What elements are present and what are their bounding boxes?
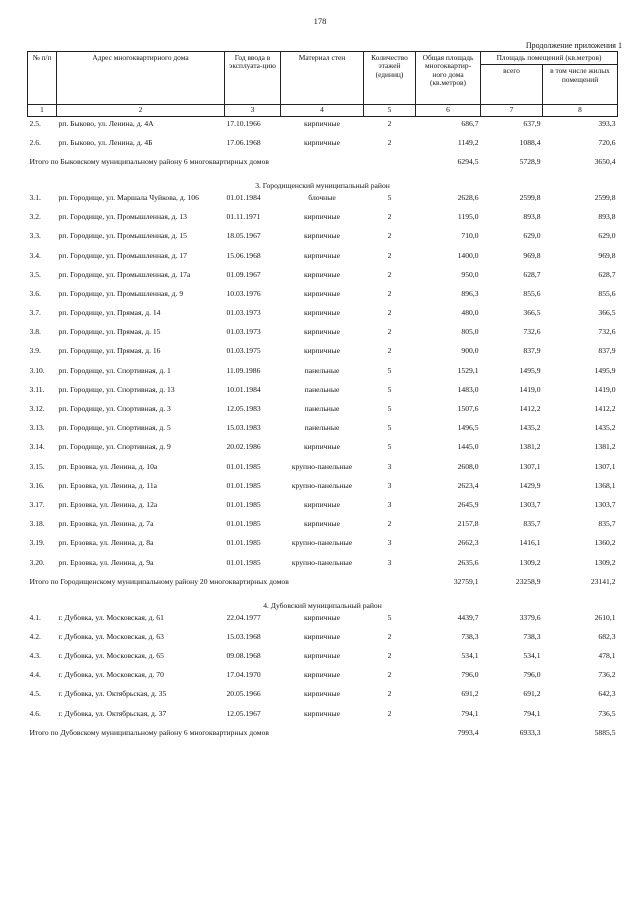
row-number: 3.1. (29, 193, 41, 202)
row-premises-living: 1412,2 (594, 405, 616, 413)
row-number: 3.10. (29, 366, 45, 375)
section-title: 3. Городищенский муниципальный район (255, 181, 390, 190)
column-number: 5 (364, 105, 416, 116)
row-premises-living: 1435,2 (594, 424, 616, 433)
table-header (28, 52, 618, 117)
row-address: рп. Городище, ул. Спортивная, д. 1 (58, 366, 171, 375)
row-address: рп. Городище, ул. Прямая, д. 14 (58, 309, 161, 318)
row-year: 12.05.1967 (226, 709, 261, 718)
row-floors: 3 (387, 500, 392, 509)
row-number: 4.1. (29, 613, 41, 622)
section-title-row (28, 602, 618, 614)
row-floors: 5 (387, 405, 392, 413)
row-floors: 2 (387, 709, 392, 718)
row-address: рп. Городище, ул. Спортивная, д. 3 (58, 405, 171, 413)
row-premises-living: 629,0 (598, 232, 616, 241)
column-number: 4 (281, 105, 364, 116)
row-year: 09.08.1968 (226, 652, 261, 661)
group-total-premises-living: 3650,4 (594, 157, 616, 166)
row-premises-living: 682,3 (598, 632, 616, 641)
row-number: 3.19. (29, 539, 45, 548)
row-address: рп. Ерзовка, ул. Ленина, д. 7а (58, 520, 154, 529)
row-premises-living: 835,7 (598, 520, 616, 529)
group-total-premises-living: 5885,5 (594, 728, 616, 737)
row-number: 3.2. (29, 213, 41, 222)
group-total-premises-all: 6933,3 (519, 728, 541, 737)
row-material: кирпичные (303, 520, 341, 529)
row-premises-living: 855,6 (598, 289, 616, 298)
row-premises-living: 1495,9 (594, 366, 616, 375)
row-year: 20.05.1966 (226, 690, 261, 699)
row-year: 20.02.1986 (226, 443, 261, 452)
table-row (28, 139, 618, 158)
row-floors: 2 (387, 632, 392, 641)
row-floors: 2 (387, 270, 392, 279)
group-total-label: Итого по Быковскому муниципальному району 6 многоквартирных домов (29, 157, 269, 166)
row-floors: 3 (387, 481, 392, 490)
row-total-area: 1529,1 (457, 366, 479, 375)
group-total-row (28, 729, 618, 753)
row-address: г. Дубовка, ул. Московская, д. 61 (58, 613, 164, 622)
row-year: 12.05.1983 (226, 405, 261, 413)
row-number: 3.9. (29, 347, 41, 356)
group-total-area: 7993,4 (457, 728, 479, 737)
row-material: крупно-панельные (291, 462, 353, 471)
table-row (28, 290, 618, 309)
row-premises-all: 534,1 (523, 652, 541, 661)
row-address: рп. Ерзовка, ул. Ленина, д. 9а (58, 558, 154, 567)
row-address: г. Дубовка, ул. Октябрьская, д. 37 (58, 709, 167, 718)
row-material: кирпичные (303, 709, 341, 718)
row-address: г. Дубовка, ул. Московская, д. 65 (58, 652, 164, 661)
row-floors: 2 (387, 347, 392, 356)
group-total-area: 32759,1 (453, 577, 479, 586)
column-number: 3 (225, 105, 281, 116)
header-premises-living: в том числе жилых помещений (543, 65, 618, 105)
row-material: кирпичные (303, 138, 341, 147)
table-row (28, 405, 618, 424)
row-number: 3.6. (29, 289, 41, 298)
row-number: 4.2. (29, 632, 41, 641)
row-floors: 2 (387, 328, 392, 337)
row-floors: 5 (387, 193, 392, 202)
row-floors: 2 (387, 289, 392, 298)
row-address: рп. Городище, ул. Спортивная, д. 9 (58, 443, 171, 452)
row-premises-all: 738,3 (523, 632, 541, 641)
column-number: 1 (28, 105, 57, 116)
row-total-area: 805,0 (461, 328, 479, 337)
row-number: 3.7. (29, 309, 41, 318)
row-premises-all: 637,9 (523, 119, 541, 128)
group-total-label: Итого по Дубовскому муниципальному району 6 многоквартирных домов (29, 728, 269, 737)
row-address: рп. Городище, ул. Промышленная, д. 13 (58, 213, 187, 222)
row-premises-living: 2610,1 (594, 613, 616, 622)
row-year: 11.09.1986 (226, 366, 261, 375)
table-row (28, 309, 618, 328)
row-material: кирпичные (303, 119, 341, 128)
group-total-label: Итого по Городищенскому муниципальному району 20 многоквартирных домов (29, 577, 289, 586)
row-total-area: 2662,3 (457, 539, 479, 548)
row-address: рп. Городище, ул. Промышленная, д. 15 (58, 232, 187, 241)
column-number: 7 (481, 105, 543, 116)
row-premises-all: 837,9 (523, 347, 541, 356)
row-year: 01.01.1985 (226, 462, 261, 471)
section-title-row (28, 182, 618, 194)
row-total-area: 1496,5 (457, 424, 479, 433)
row-premises-all: 1435,2 (519, 424, 541, 433)
row-premises-living: 1368,1 (594, 481, 616, 490)
row-premises-all: 1303,7 (519, 500, 541, 509)
row-total-area: 794,1 (461, 709, 479, 718)
row-floors: 5 (387, 443, 392, 452)
row-year: 01.01.1985 (226, 481, 261, 490)
row-material: панельные (304, 385, 340, 394)
row-material: панельные (304, 366, 340, 375)
row-total-area: 2623,4 (457, 481, 479, 490)
row-total-area: 1149,2 (457, 138, 479, 147)
row-year: 01.03.1973 (226, 328, 261, 337)
row-address: рп. Ерзовка, ул. Ленина, д. 12а (58, 500, 158, 509)
row-premises-all: 629,0 (523, 232, 541, 241)
row-total-area: 2628,6 (457, 193, 479, 202)
row-address: рп. Городище, ул. Промышленная, д. 17а (58, 270, 191, 279)
table-row (28, 652, 618, 671)
table-row (28, 328, 618, 347)
group-total-premises-all: 5728,9 (519, 157, 541, 166)
table-row (28, 367, 618, 386)
row-address: рп. Городище, ул. Спортивная, д. 5 (58, 424, 171, 433)
group-total-empty (364, 578, 416, 602)
row-total-area: 2157,8 (457, 520, 479, 529)
table-row (28, 213, 618, 232)
table-row (28, 232, 618, 251)
table-row (28, 559, 618, 578)
row-total-area: 1483,0 (457, 385, 479, 394)
row-premises-living: 1307,1 (594, 462, 616, 471)
table-body (28, 116, 618, 753)
column-number: 2 (57, 105, 225, 116)
row-material: кирпичные (303, 632, 341, 641)
group-total-row (28, 578, 618, 602)
row-total-area: 2635,6 (457, 558, 479, 567)
row-premises-all: 1419,0 (519, 385, 541, 394)
column-number: 6 (416, 105, 481, 116)
row-address: рп. Ерзовка, ул. Ленина, д. 11а (58, 481, 157, 490)
table-row (28, 194, 618, 213)
row-address: рп. Городище, ул. Промышленная, д. 9 (58, 289, 184, 298)
header-column-numbers (28, 105, 618, 116)
row-premises-living: 1309,2 (594, 558, 616, 567)
column-number: 8 (543, 105, 618, 116)
row-premises-all: 855,6 (523, 289, 541, 298)
row-premises-all: 1088,4 (519, 138, 541, 147)
row-material: кирпичные (303, 690, 341, 699)
group-total-area: 6294,5 (457, 157, 479, 166)
row-total-area: 896,3 (461, 289, 479, 298)
row-material: крупно-панельные (291, 539, 353, 548)
row-floors: 2 (387, 251, 392, 260)
row-address: г. Дубовка, ул. Октябрьская, д. 35 (58, 690, 167, 699)
row-floors: 5 (387, 613, 392, 622)
row-year: 10.03.1976 (226, 289, 261, 298)
row-address: рп. Городище, ул. Промышленная, д. 17 (58, 251, 187, 260)
row-number: 3.16. (29, 481, 45, 490)
row-number: 4.6. (29, 709, 41, 718)
row-premises-living: 366,5 (598, 309, 616, 318)
row-address: г. Дубовка, ул. Московская, д. 70 (58, 671, 164, 680)
row-address: рп. Ерзовка, ул. Ленина, д. 10а (58, 462, 158, 471)
header-material: Материал стен (281, 52, 364, 105)
row-year: 01.11.1971 (226, 213, 261, 222)
row-total-area: 2645,9 (457, 500, 479, 509)
row-year: 15.06.1968 (226, 251, 261, 260)
table-row (28, 633, 618, 652)
row-premises-living: 969,8 (598, 251, 616, 260)
row-number: 3.3. (29, 232, 41, 241)
table-row (28, 386, 618, 405)
row-address: рп. Городище, ул. Спортивная, д. 13 (58, 385, 175, 394)
row-premises-living: 732,6 (598, 328, 616, 337)
row-number: 4.5. (29, 690, 41, 699)
row-year: 15.03.1968 (226, 632, 261, 641)
apartment-buildings-table (27, 51, 618, 753)
row-total-area: 1507,6 (457, 405, 479, 413)
table-row (28, 463, 618, 482)
header-premises-all: всего (481, 65, 543, 105)
table-row (28, 710, 618, 729)
row-number: 3.20. (29, 558, 45, 567)
row-year: 17.10.1966 (226, 119, 261, 128)
header-number: № п/п (28, 52, 57, 105)
row-total-area: 1195,0 (457, 213, 479, 222)
row-year: 17.04.1970 (226, 671, 261, 680)
row-year: 01.03.1973 (226, 309, 261, 318)
row-premises-all: 893,8 (523, 213, 541, 222)
row-premises-all: 1307,1 (519, 462, 541, 471)
row-address: рп. Быково, ул. Ленина, д. 4Б (58, 138, 153, 147)
row-premises-living: 1419,0 (594, 385, 616, 394)
row-number: 3.12. (29, 405, 45, 413)
row-year: 01.01.1984 (226, 193, 261, 202)
row-number: 3.18. (29, 520, 45, 529)
table-row (28, 671, 618, 690)
row-total-area: 2608,0 (457, 462, 479, 471)
row-total-area: 691,2 (461, 690, 479, 699)
table-row (28, 347, 618, 366)
row-year: 22.04.1977 (226, 613, 261, 622)
row-premises-living: 1303,7 (594, 500, 616, 509)
row-premises-living: 837,9 (598, 347, 616, 356)
row-premises-all: 732,6 (523, 328, 541, 337)
row-total-area: 480,0 (461, 309, 479, 318)
header-floors: Количество этажей (единиц) (364, 52, 416, 105)
row-premises-living: 628,7 (598, 270, 616, 279)
row-year: 01.03.1975 (226, 347, 261, 356)
row-material: кирпичные (303, 652, 341, 661)
row-material: кирпичные (303, 232, 341, 241)
row-floors: 2 (387, 520, 392, 529)
header-year: Год ввода в эксплуата-цию (225, 52, 281, 105)
table-row (28, 501, 618, 520)
row-total-area: 4439,7 (457, 613, 479, 622)
row-material: кирпичные (303, 213, 341, 222)
row-number: 3.15. (29, 462, 45, 471)
row-premises-all: 1416,1 (519, 539, 541, 548)
row-number: 3.17. (29, 500, 45, 509)
row-premises-all: 1309,2 (519, 558, 541, 567)
row-premises-living: 736,2 (598, 671, 616, 680)
row-premises-living: 720,6 (598, 138, 616, 147)
page-number: 178 (313, 16, 327, 26)
row-material: панельные (304, 405, 340, 413)
group-total-empty (364, 158, 416, 182)
row-floors: 2 (387, 119, 392, 128)
row-address: рп. Городище, ул. Прямая, д. 16 (58, 347, 161, 356)
table-row (28, 482, 618, 501)
row-material: блочные (308, 193, 336, 202)
row-number: 3.11. (29, 385, 45, 394)
row-number: 2.5. (29, 119, 41, 128)
row-total-area: 796,0 (461, 671, 479, 680)
row-material: кирпичные (303, 613, 341, 622)
group-total-premises-all: 23258,9 (515, 577, 541, 586)
row-number: 4.4. (29, 671, 41, 680)
row-premises-all: 835,7 (523, 520, 541, 529)
row-material: кирпичные (303, 309, 341, 318)
row-year: 01.01.1985 (226, 539, 261, 548)
row-number: 3.14. (29, 443, 45, 452)
row-premises-living: 642,3 (598, 690, 616, 699)
row-material: кирпичные (303, 270, 341, 279)
row-total-area: 900,0 (461, 347, 479, 356)
row-premises-all: 366,5 (523, 309, 541, 318)
row-floors: 3 (387, 539, 392, 548)
row-material: крупно-панельные (291, 558, 353, 567)
row-total-area: 710,0 (461, 232, 479, 241)
row-premises-all: 796,0 (523, 671, 541, 680)
row-material: кирпичные (303, 251, 341, 260)
row-premises-living: 393,3 (598, 119, 616, 128)
table-row (28, 271, 618, 290)
row-address: рп. Городище, ул. Маршала Чуйкова, д. 106 (58, 193, 199, 202)
table-row (28, 443, 618, 462)
row-year: 01.01.1985 (226, 558, 261, 567)
row-material: кирпичные (303, 443, 341, 452)
group-total-empty (364, 729, 416, 753)
row-total-area: 534,1 (461, 652, 479, 661)
table-row (28, 252, 618, 271)
row-number: 3.8. (29, 328, 41, 337)
row-number: 3.5. (29, 270, 41, 279)
row-number: 3.13. (29, 424, 45, 433)
row-total-area: 738,3 (461, 632, 479, 641)
row-premises-living: 478,1 (598, 652, 616, 661)
continuation-note: Продолжение приложения 1 (525, 41, 622, 50)
row-premises-all: 969,8 (523, 251, 541, 260)
row-address: г. Дубовка, ул. Московская, д. 63 (58, 632, 164, 641)
row-address: рп. Быково, ул. Ленина, д. 4А (58, 119, 154, 128)
row-premises-all: 1412,2 (519, 405, 541, 413)
row-number: 3.4. (29, 251, 41, 260)
table-row (28, 120, 618, 139)
row-floors: 2 (387, 671, 392, 680)
row-year: 01.09.1967 (226, 270, 261, 279)
row-floors: 2 (387, 652, 392, 661)
row-premises-all: 1381,2 (519, 443, 541, 452)
row-material: кирпичные (303, 289, 341, 298)
row-premises-living: 2599,8 (594, 193, 616, 202)
row-address: рп. Городище, ул. Прямая, д. 15 (58, 328, 161, 337)
row-premises-all: 628,7 (523, 270, 541, 279)
row-premises-all: 1429,9 (519, 481, 541, 490)
row-premises-all: 1495,9 (519, 366, 541, 375)
group-total-row (28, 158, 618, 182)
row-number: 4.3. (29, 652, 41, 661)
table-row (28, 539, 618, 558)
row-year: 15.03.1983 (226, 424, 261, 433)
row-material: кирпичные (303, 328, 341, 337)
row-total-area: 686,7 (461, 119, 479, 128)
row-floors: 2 (387, 138, 392, 147)
row-material: панельные (304, 424, 340, 433)
row-year: 17.06.1968 (226, 138, 261, 147)
header-total-area: Общая площадь многоквартир-ного дома (кв.метров) (416, 52, 481, 105)
row-total-area: 1445,0 (457, 443, 479, 452)
section-title: 4. Дубовский муниципальный район (263, 601, 382, 610)
row-premises-living: 736,5 (598, 709, 616, 718)
row-address: рп. Ерзовка, ул. Ленина, д. 8а (58, 539, 154, 548)
row-premises-living: 1381,2 (594, 443, 616, 452)
header-premises-area: Площадь помещений (кв.метров) (481, 52, 618, 65)
row-floors: 2 (387, 232, 392, 241)
row-year: 10.01.1984 (226, 385, 261, 394)
row-material: кирпичные (303, 500, 341, 509)
row-material: крупно-панельные (291, 481, 353, 490)
row-floors: 2 (387, 690, 392, 699)
row-floors: 2 (387, 309, 392, 318)
row-floors: 2 (387, 213, 392, 222)
row-floors: 5 (387, 385, 392, 394)
row-year: 01.01.1985 (226, 520, 261, 529)
row-material: кирпичные (303, 347, 341, 356)
row-floors: 3 (387, 558, 392, 567)
row-floors: 3 (387, 462, 392, 471)
row-year: 18.05.1967 (226, 232, 261, 241)
table-row (28, 690, 618, 709)
row-total-area: 1400,0 (457, 251, 479, 260)
row-floors: 5 (387, 366, 392, 375)
row-number: 2.6. (29, 138, 41, 147)
row-premises-all: 794,1 (523, 709, 541, 718)
table-row (28, 614, 618, 633)
row-premises-living: 893,8 (598, 213, 616, 222)
row-material: кирпичные (303, 671, 341, 680)
row-premises-all: 3379,6 (519, 613, 541, 622)
row-year: 01.01.1985 (226, 500, 261, 509)
header-address: Адрес многоквартирного дома (57, 52, 225, 105)
table-row (28, 424, 618, 443)
row-total-area: 950,0 (461, 270, 479, 279)
group-total-premises-living: 23141,2 (590, 577, 616, 586)
table-row (28, 520, 618, 539)
row-premises-all: 691,2 (523, 690, 541, 699)
row-floors: 5 (387, 424, 392, 433)
row-premises-living: 1360,2 (594, 539, 616, 548)
row-premises-all: 2599,8 (519, 193, 541, 202)
